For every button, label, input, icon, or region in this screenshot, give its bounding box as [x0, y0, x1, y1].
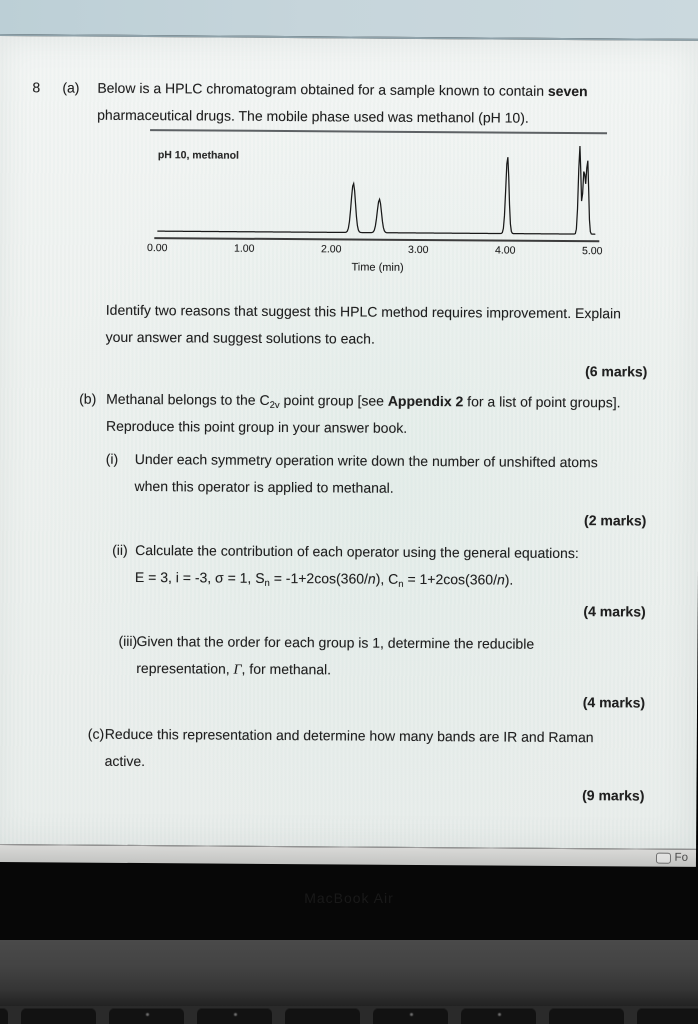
x-tick-label: 3.00 — [407, 243, 429, 257]
keyboard-key — [549, 1008, 624, 1024]
item-iii-text: Given that the order for each group is 1, determine the reducible representation, Γ, for methanal. — [136, 632, 535, 678]
x-tick-label: 4.00 — [494, 244, 516, 257]
x-tick-label: 5.00 — [581, 245, 603, 258]
chart-x-axis-title: Time (min) — [351, 261, 404, 274]
x-tick-label: 1.00 — [233, 242, 255, 255]
chromatogram-trace — [155, 136, 599, 241]
part-a-question: Identify two reasons that suggest this HPLC method requires improvement. Explain your answer and suggest solutions to each. — [105, 301, 621, 347]
chromatogram-figure — [146, 129, 607, 282]
keyboard-key — [21, 1008, 96, 1024]
selection-frame-icon[interactable] — [656, 852, 671, 863]
status-bar-label[interactable]: Fo — [674, 851, 689, 864]
screen-top-band — [0, 0, 698, 41]
keyboard-key — [109, 1008, 184, 1024]
macbook-brand-label: MacBook Air — [304, 890, 394, 906]
part-b-item-iii — [118, 628, 697, 686]
item-ii-label: (ii) — [112, 541, 128, 558]
item-ii-marks: (4 marks) — [583, 603, 646, 620]
keyboard-key — [197, 1008, 272, 1024]
item-i-label: (i) — [105, 450, 119, 467]
part-b-item-i — [105, 446, 698, 504]
part-b — [79, 386, 698, 444]
x-tick-label: 2.00 — [320, 243, 342, 256]
keyboard-key — [637, 1008, 698, 1024]
part-c-label: (c) — [87, 725, 105, 742]
chart-x-ticks — [146, 242, 603, 259]
item-iii-label: (iii) — [118, 632, 138, 650]
document-page — [0, 36, 698, 849]
item-i-text: Under each symmetry operation write down the number of unshifted atoms when this operator is applied to methanal. — [134, 450, 598, 496]
keyboard-key — [373, 1008, 448, 1024]
chart-series-label: pH 10, methanol — [157, 149, 240, 162]
x-tick-label: 0.00 — [146, 242, 168, 255]
item-i-marks: (2 marks) — [584, 512, 647, 529]
item-iii-marks: (4 marks) — [582, 694, 646, 711]
part-b-item-ii — [112, 537, 698, 595]
part-b-intro: Methanal belongs to the $C_{2v}$ point group [see Appendix 2 for a list of point groups]. Reproduce this point group in your answer book. — [105, 390, 621, 436]
part-c-marks: (9 marks) — [582, 787, 645, 804]
item-ii-text: Calculate the contribution of each operator using the general equations: E = 3, i = -3, σ = 1, $S_n = -1+2\cos(360/n)$, $C_n = 1+2\cos(360/n)$. — [134, 541, 579, 590]
keyboard-key — [461, 1008, 536, 1024]
laptop-hinge — [0, 940, 698, 1006]
part-a-label: (a) — [62, 79, 80, 96]
part-a-intro: Below is a HPLC chromatogram obtained for a sample known to contain seven pharmaceutical drugs. The mobile phase used was methanol (pH 10). — [97, 79, 588, 126]
part-b-label: (b) — [79, 390, 97, 407]
keyboard-key — [0, 1008, 8, 1024]
part-a — [62, 74, 698, 132]
question-number: 8 — [32, 79, 41, 96]
keyboard-row — [0, 1006, 698, 1024]
keyboard-key — [285, 1008, 360, 1024]
part-c — [88, 721, 697, 779]
part-c-text: Reduce this representation and determine how many bands are IR and Raman active. — [104, 725, 594, 770]
part-a-marks: (6 marks) — [585, 363, 648, 380]
